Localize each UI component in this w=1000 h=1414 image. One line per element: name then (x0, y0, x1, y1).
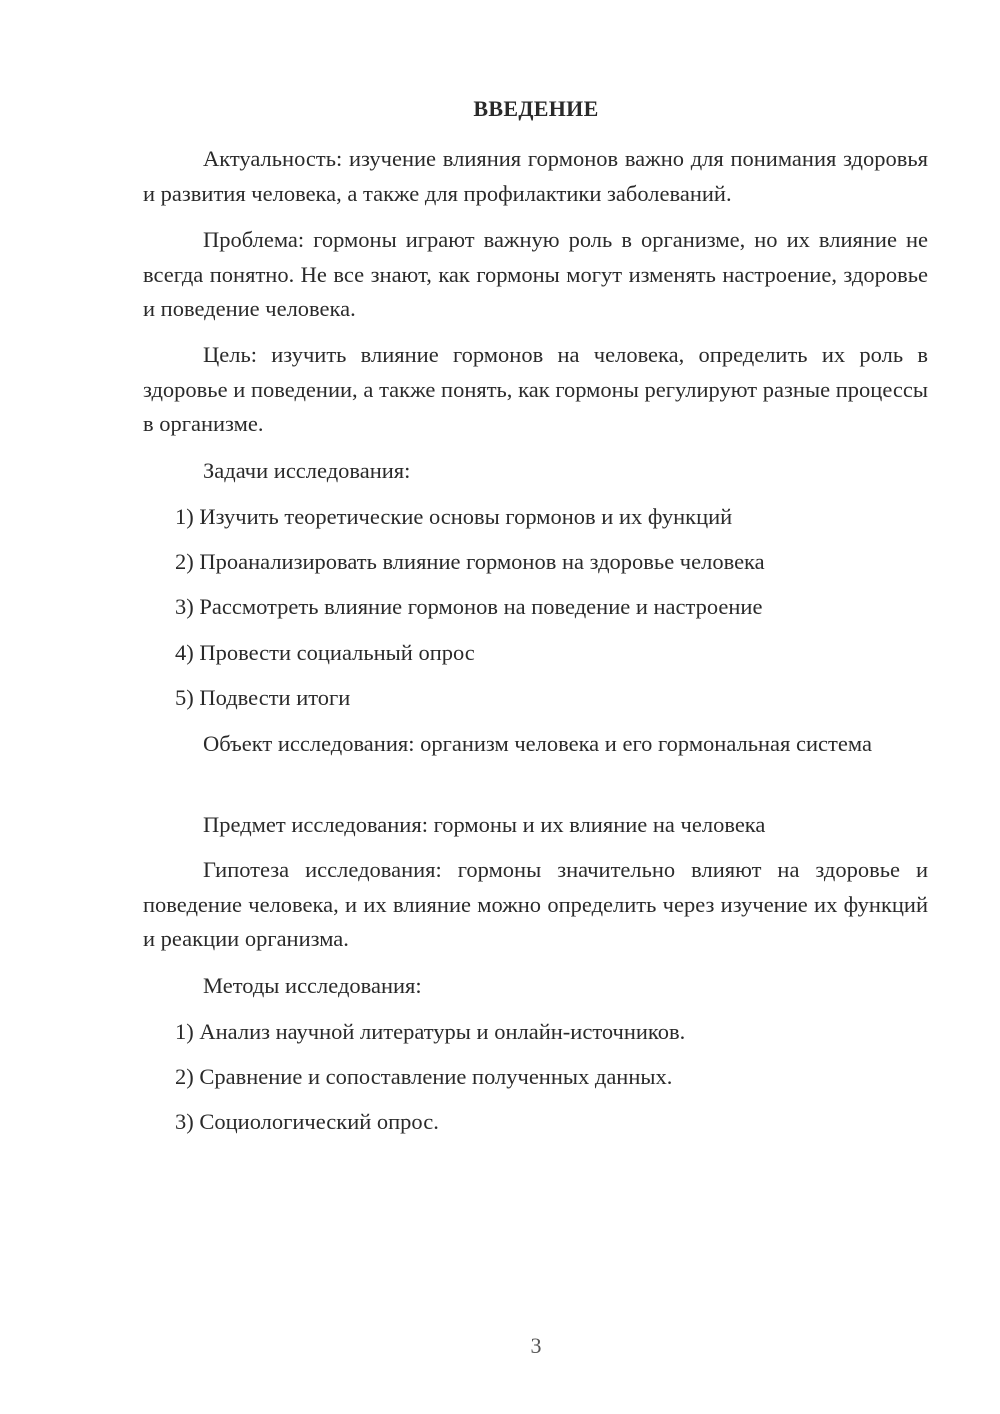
tasks-heading: Задачи исследования: (203, 458, 411, 483)
method-item: 2) Сравнение и сопоставление полученных данных. (175, 1064, 673, 1089)
task-item: 1) Изучить теоретические основы гормонов и их функций (175, 504, 733, 529)
goal-paragraph: Цель: изучить влияние гормонов на человека, определить их роль в здоровье и поведении, а также понять, как гормоны регулируют разные процессы в организме. (143, 342, 928, 436)
object-paragraph: Объект исследования: организм человека и его гормональная система (203, 731, 872, 756)
relevance-paragraph: Актуальность: изучение влияния гормонов важно для понимания здоровья и развития человека, а также для профилактики заболеваний. (143, 146, 928, 206)
methods-heading: Методы исследования: (203, 973, 422, 998)
problem-paragraph: Проблема: гормоны играют важную роль в организме, но их влияние не всегда понятно. Не все знают, как гормоны могут изменять настроение, здоровье и поведение человека. (143, 227, 928, 321)
subject-paragraph: Предмет исследования: гормоны и их влияние на человека (203, 812, 766, 837)
hypothesis-paragraph: Гипотеза исследования: гормоны значительно влияют на здоровье и поведение человека, и их влияние можно определить через изучение их функций и реакции организма. (143, 857, 928, 951)
method-item: 3) Социологический опрос. (175, 1109, 439, 1134)
method-item: 1) Анализ научной литературы и онлайн-источников. (175, 1019, 686, 1044)
page-title: ВВЕДЕНИЕ (473, 96, 599, 121)
task-item: 5) Подвести итоги (175, 685, 351, 710)
task-item: 3) Рассмотреть влияние гормонов на поведение и настроение (175, 594, 763, 619)
task-item: 4) Провести социальный опрос (175, 640, 475, 665)
page-number: 3 (530, 1333, 542, 1358)
task-item: 2) Проанализировать влияние гормонов на здоровье человека (175, 549, 765, 574)
